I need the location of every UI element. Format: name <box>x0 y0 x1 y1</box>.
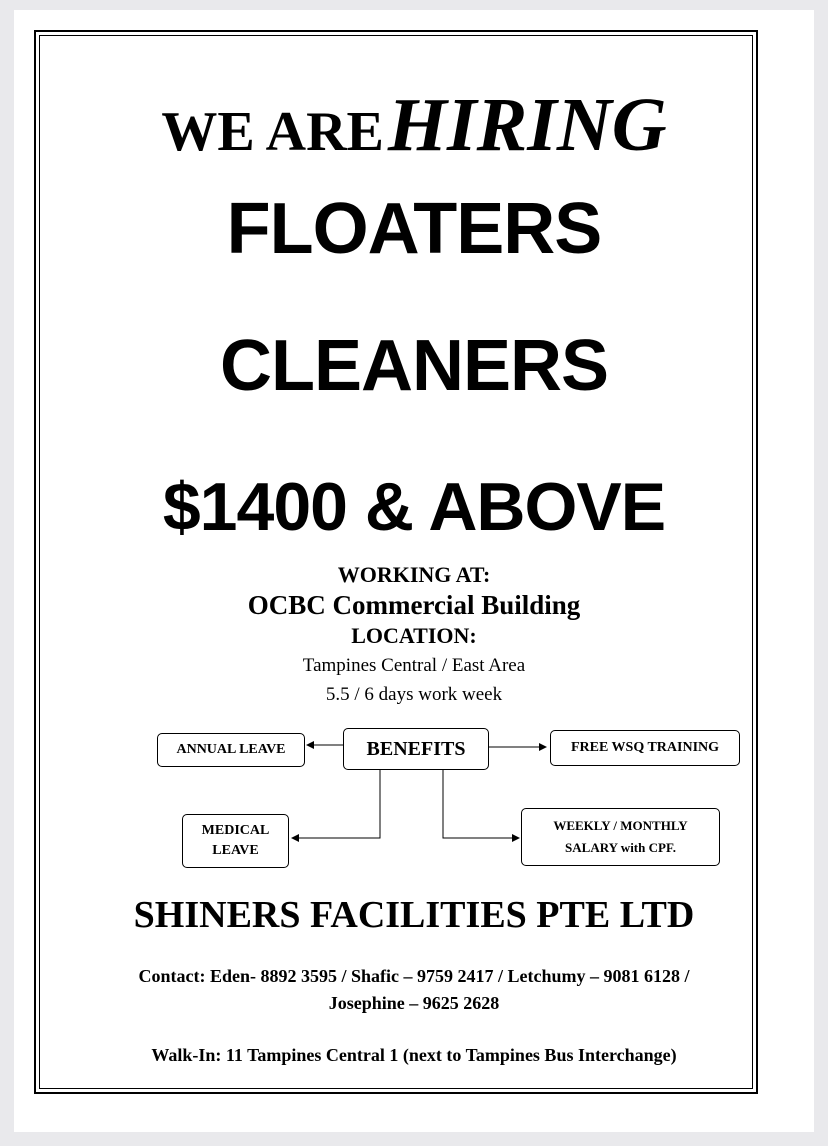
weekly-salary-line-1: WEEKLY / MONTHLY <box>553 818 688 833</box>
headline-we-are: WE ARE <box>161 101 384 163</box>
medical-leave-line-2: LEAVE <box>212 843 259 858</box>
medical-leave-line-1: MEDICAL <box>201 823 270 838</box>
walk-in-address: Walk-In: 11 Tampines Central 1 (next to Tampines Bus Interchange) <box>151 1045 677 1065</box>
weekly-salary-line-2: SALARY with CPF. <box>565 840 676 855</box>
working-at-label: WORKING AT: <box>337 562 491 587</box>
headline-hiring: HIRING <box>387 83 667 167</box>
arrow-to-medical-leave <box>292 770 380 838</box>
role-cleaners: CLEANERS <box>219 326 609 406</box>
benefit-free-wsq-training: FREE WSQ TRAINING <box>550 730 740 766</box>
benefits-title: BENEFITS <box>343 728 489 770</box>
salary-text: $1400 & ABOVE <box>162 469 666 545</box>
location-label: LOCATION: <box>351 623 477 648</box>
benefit-annual-leave: ANNUAL LEAVE <box>157 733 305 767</box>
contact-line-2: Josephine – 9625 2628 <box>328 993 500 1013</box>
benefit-medical-leave <box>182 814 289 868</box>
company-name: SHINERS FACILITIES PTE LTD <box>133 894 695 936</box>
contact-line-1: Contact: Eden- 8892 3595 / Shafic – 9759 2417 / Letchumy – 9081 6128 / <box>138 966 690 986</box>
arrow-to-weekly-salary <box>443 770 519 838</box>
location-value: Tampines Central / East Area <box>302 655 526 676</box>
benefit-weekly-salary <box>521 808 720 866</box>
role-floaters: FLOATERS <box>226 189 602 269</box>
work-week: 5.5 / 6 days work week <box>325 684 503 705</box>
building-name: OCBC Commercial Building <box>247 590 581 620</box>
